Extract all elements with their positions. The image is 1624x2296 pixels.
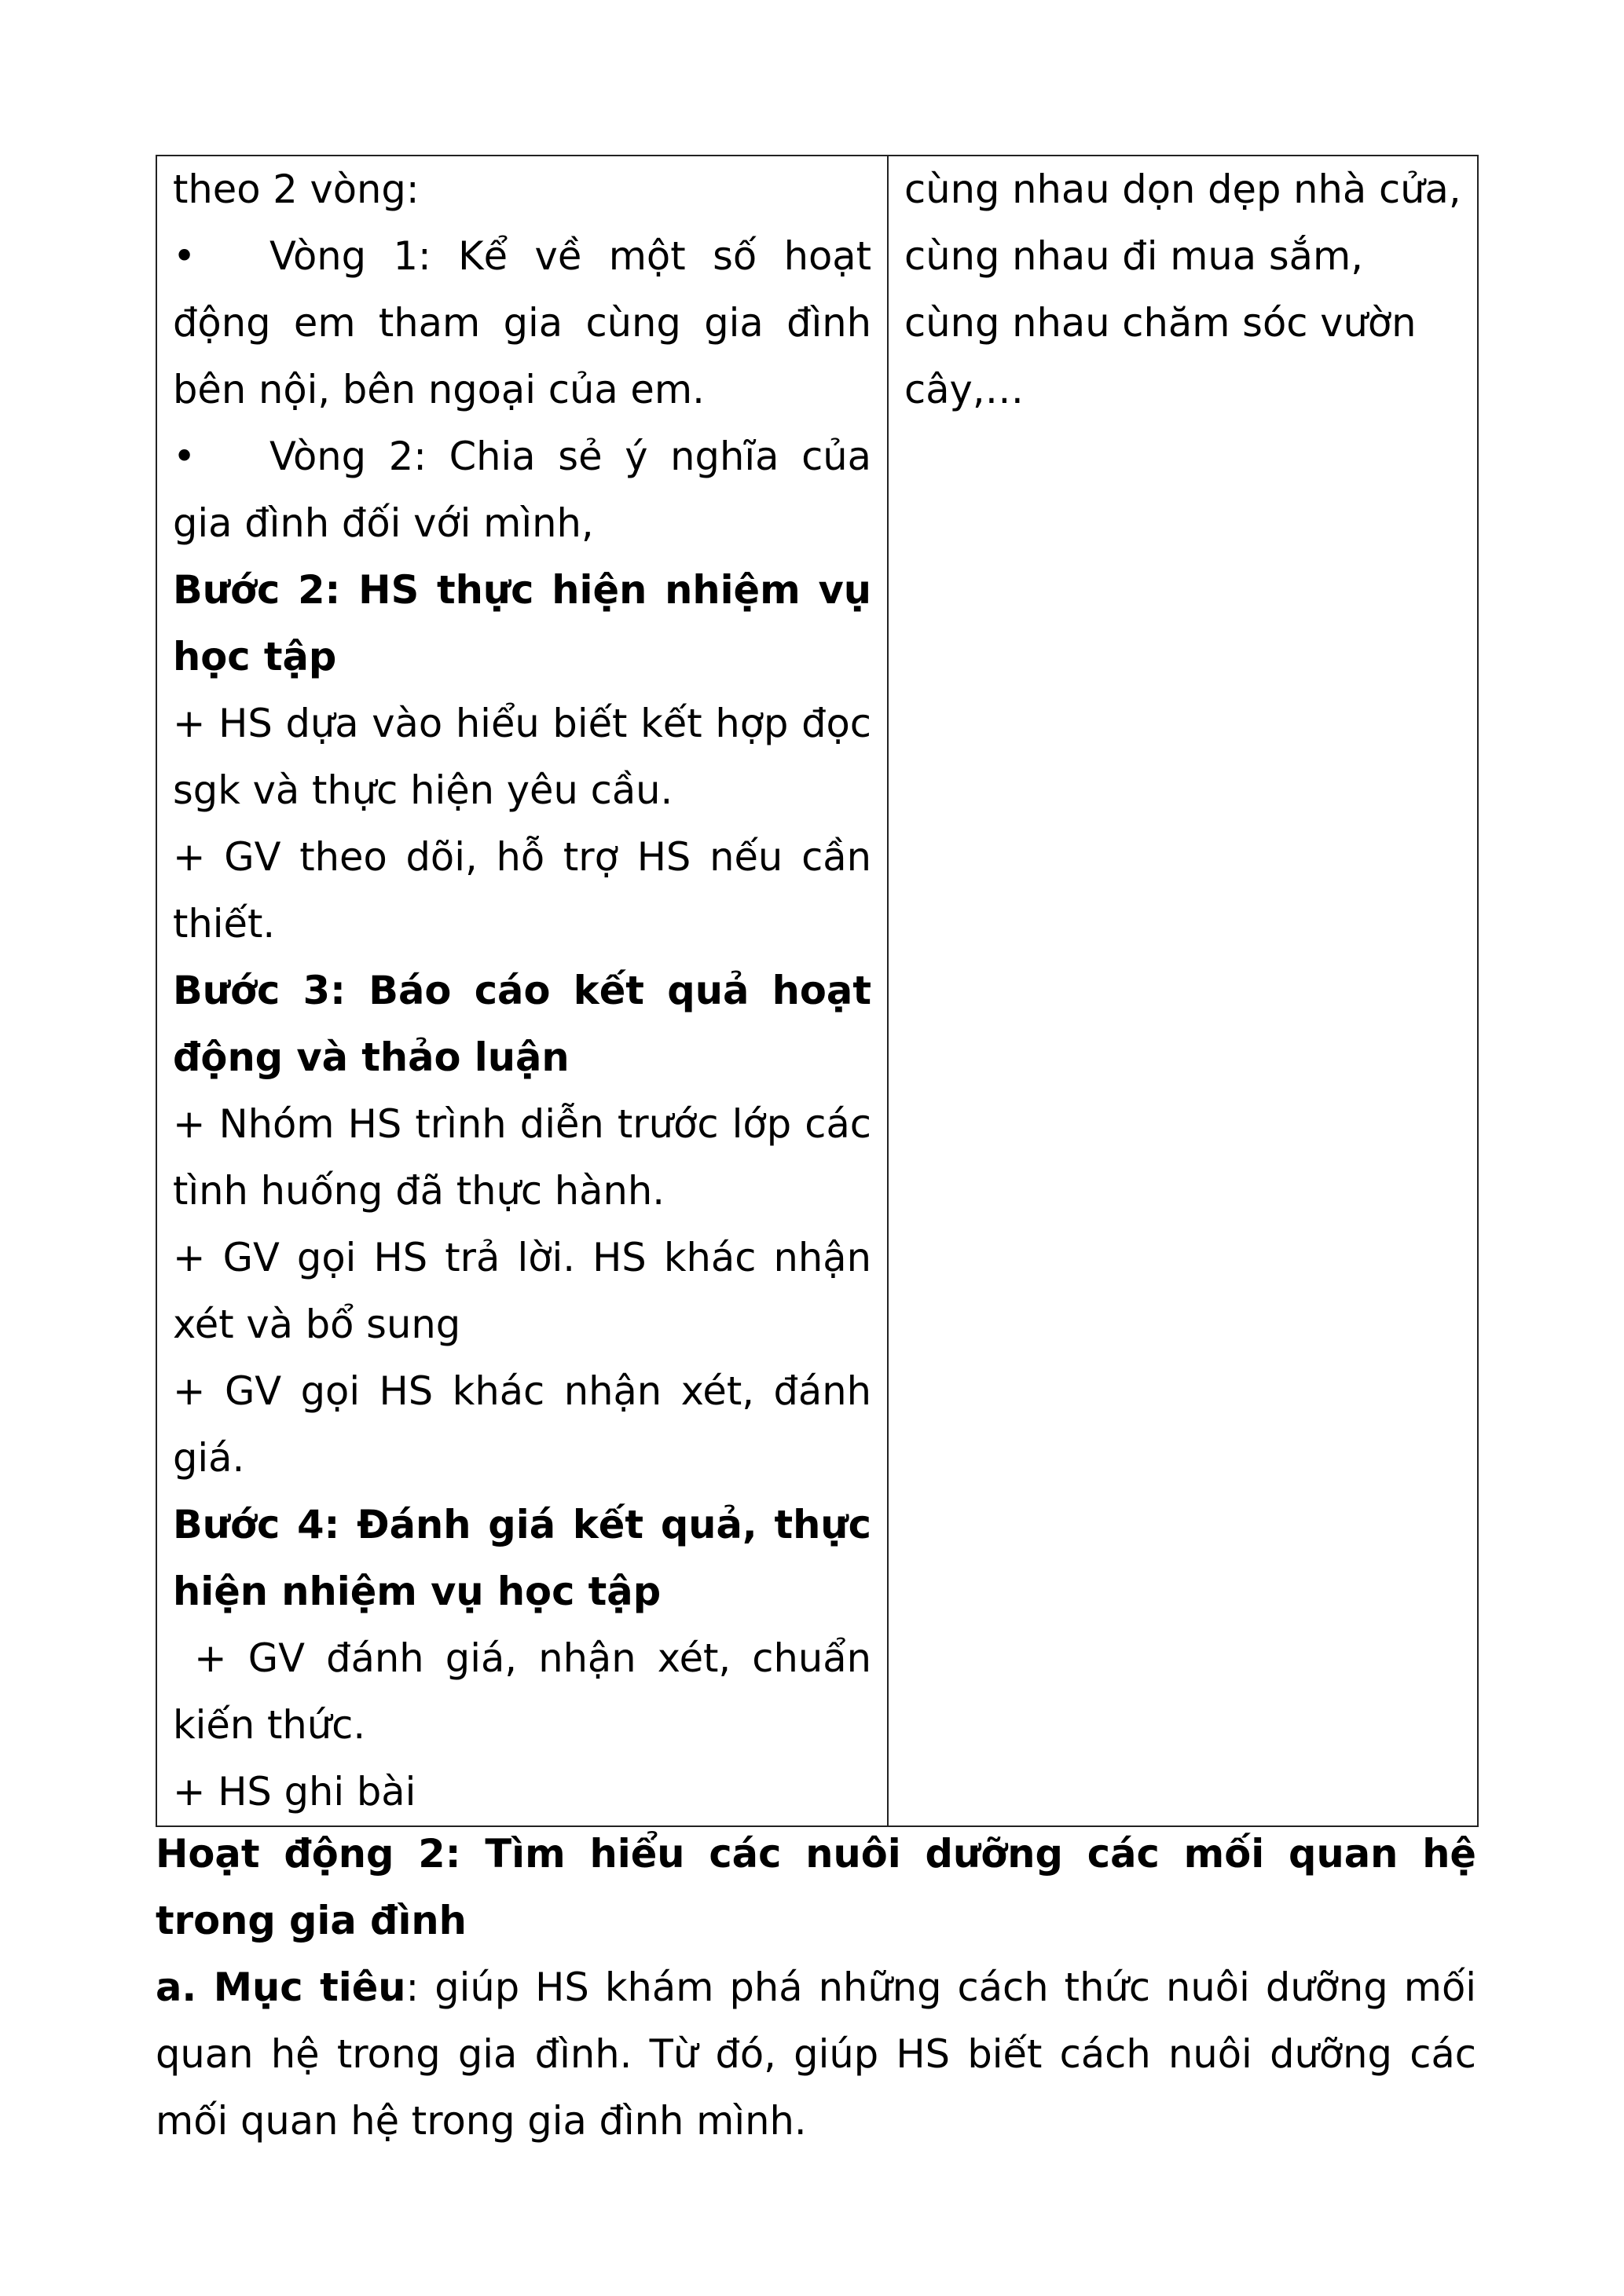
round-2-continuation: gia đình đối với mình, xyxy=(173,500,594,546)
bullet-icon: • xyxy=(173,233,196,279)
activity-steps-cell xyxy=(156,156,888,1826)
step-3-item: + GV gọi HS khác nhận xét, đánh giá. xyxy=(173,1368,871,1481)
round-1-first-line: Vòng 1: Kể về một số hoạt xyxy=(269,233,871,279)
step-2-item: + GV theo dõi, hỗ trợ HS nếu cần thiết. xyxy=(173,834,871,947)
step-3-item: + Nhóm HS trình diễn trước lớp các tình huống đã thực hành. xyxy=(173,1101,871,1214)
activity-2-section xyxy=(156,1821,1476,2155)
step-3-title: Bước 3: Báo cáo kết quả hoạt động và thảo luận xyxy=(173,968,871,1080)
round-1-continuation: động em tham gia cùng gia đình bên nội, bên ngoại của em. xyxy=(173,300,871,412)
activity-2-heading: Hoạt động 2: Tìm hiểu các nuôi dưỡng các mối quan hệ trong gia đình xyxy=(156,1831,1476,1943)
round-1-item xyxy=(173,223,871,290)
objective-text: : giúp HS khám phá những cách thức nuôi dưỡng mối quan hệ trong gia đình. Từ đó, giúp HS biết cách nuôi dưỡng các mối quan hệ trong gia đình mình. xyxy=(156,1965,1476,2144)
step-4-item: + HS ghi bài xyxy=(173,1769,416,1814)
step-4-item: + GV đánh giá, nhận xét, chuẩn kiến thức. xyxy=(173,1635,884,1748)
step-2-title: Bước 2: HS thực hiện nhiệm vụ học tập xyxy=(173,567,871,679)
objective-paragraph xyxy=(156,1954,1476,2155)
round-2-first-line: Vòng 2: Chia sẻ ý nghĩa của xyxy=(269,434,871,479)
lesson-table xyxy=(156,155,1479,1827)
table-row xyxy=(156,156,1478,1826)
step-3-item: + GV gọi HS trả lời. HS khác nhận xét và bổ sung xyxy=(173,1235,871,1347)
objective-label: a. Mục tiêu xyxy=(156,1965,406,2010)
product-cell xyxy=(888,156,1478,1826)
bullet-icon: • xyxy=(173,434,196,479)
step-4-title: Bước 4: Đánh giá kết quả, thực hiện nhiệm vụ học tập xyxy=(173,1502,871,1614)
round-2-item xyxy=(173,423,871,490)
rounds-intro: theo 2 vòng: xyxy=(173,167,420,212)
step-2-item: + HS dựa vào hiểu biết kết hợp đọc sgk và thực hiện yêu cầu. xyxy=(173,701,871,813)
product-text: cùng nhau dọn dẹp nhà cửa, cùng nhau đi mua sắm, cùng nhau chăm sóc vườn cây,… xyxy=(904,167,1461,412)
